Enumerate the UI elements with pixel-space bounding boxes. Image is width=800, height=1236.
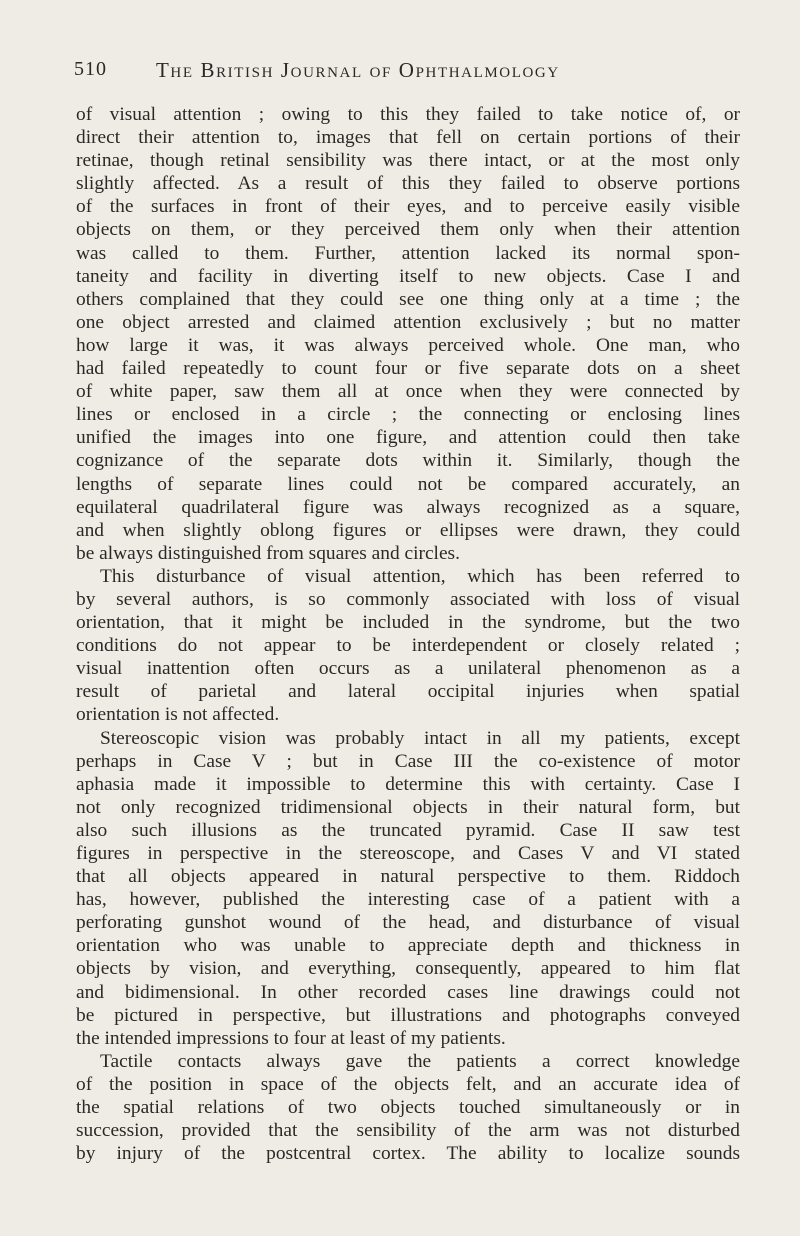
text-line: of the position in space of the objects felt, and an accurate idea of xyxy=(76,1073,740,1095)
text-line: orientation is not affected. xyxy=(76,704,280,726)
text-line: was called to them. Further, attention lacked its normal spon- xyxy=(76,242,740,264)
text-line: lines or enclosed in a circle ; the connecting or enclosing lines xyxy=(76,404,740,426)
text-line: and when slightly oblong figures or ellipses were drawn, they could xyxy=(76,519,740,541)
text-line: taneity and facility in diverting itself to new objects. Case I and xyxy=(76,265,740,287)
text-line: perforating gunshot wound of the head, and disturbance of visual xyxy=(76,912,740,934)
text-line: had failed repeatedly to count four or five separate dots on a sheet xyxy=(76,358,740,380)
article-body xyxy=(76,103,740,1165)
text-line: the spatial relations of two objects touched simultaneously or in xyxy=(76,1097,740,1119)
paragraph xyxy=(76,103,740,565)
text-line: by injury of the postcentral cortex. The ability to localize sounds xyxy=(76,1143,740,1165)
running-head xyxy=(74,58,754,88)
text-line: objects by vision, and everything, consequently, appeared to him flat xyxy=(76,958,740,980)
text-line: direct their attention to, images that fell on certain portions of their xyxy=(76,127,740,149)
text-line: of the surfaces in front of their eyes, and to perceive easily visible xyxy=(76,196,740,218)
text-line: be always distinguished from squares and circles. xyxy=(76,542,460,564)
text-line: orientation who was unable to appreciate depth and thickness in xyxy=(76,935,740,957)
text-line: conditions do not appear to be interdependent or closely related ; xyxy=(76,635,740,657)
text-line: equilateral quadrilateral figure was always recognized as a square, xyxy=(76,496,740,518)
text-line: of visual attention ; owing to this they failed to take notice of, or xyxy=(76,104,740,125)
text-line: cognizance of the separate dots within it. Similarly, though the xyxy=(76,450,740,472)
text-line: by several authors, is so commonly associated with loss of visual xyxy=(76,588,740,610)
paragraph xyxy=(76,727,740,1050)
text-line: Stereoscopic vision was probably intact in all my patients, except xyxy=(100,727,740,749)
text-line: lengths of separate lines could not be compared accurately, an xyxy=(76,473,740,495)
text-line: This disturbance of visual attention, which has been referred to xyxy=(100,565,740,587)
text-line: figures in perspective in the stereoscope, and Cases V and VI stated xyxy=(76,843,740,864)
text-line: of white paper, saw them all at once when they were connected by xyxy=(76,381,740,403)
text-line: unified the images into one figure, and attention could then take xyxy=(76,427,740,449)
text-line: aphasia made it impossible to determine this with certainty. Case I xyxy=(76,773,740,795)
page-number: 510 xyxy=(74,58,107,80)
journal-title: The British Journal of Ophthalmology xyxy=(156,58,560,82)
text-line: others complained that they could see one thing only at a time ; the xyxy=(76,288,740,310)
text-line: Tactile contacts always gave the patients a correct knowledge xyxy=(100,1050,740,1072)
text-line: objects on them, or they perceived them only when their attention xyxy=(76,219,740,241)
text-line: not only recognized tridimensional objects in their natural form, but xyxy=(76,796,740,818)
text-line: that all objects appeared in natural perspective to them. Riddoch xyxy=(76,866,740,888)
paragraph xyxy=(76,1050,740,1165)
text-line: succession, provided that the sensibility of the arm was not disturbed xyxy=(76,1120,740,1142)
text-line: visual inattention often occurs as a unilateral phenomenon as a xyxy=(76,658,740,680)
text-line: orientation, that it might be included in the syndrome, but the two xyxy=(76,612,740,634)
text-line: and bidimensional. In other recorded cases line drawings could not xyxy=(76,981,740,1003)
text-line: also such illusions as the truncated pyramid. Case II saw test xyxy=(76,819,740,841)
text-line: has, however, published the interesting case of a patient with a xyxy=(76,889,740,911)
text-line: the intended impressions to four at least of my patients. xyxy=(76,1027,506,1049)
paragraph xyxy=(76,565,740,727)
text-line: retinae, though retinal sensibility was there intact, or at the most only xyxy=(76,150,740,172)
text-line: one object arrested and claimed attention exclusively ; but no matter xyxy=(76,311,740,333)
text-line: result of parietal and lateral occipital injuries when spatial xyxy=(76,681,740,703)
text-line: perhaps in Case V ; but in Case III the co-existence of motor xyxy=(76,750,740,772)
text-line: how large it was, it was always perceived whole. One man, who xyxy=(76,334,740,356)
text-line: slightly affected. As a result of this they failed to observe portions xyxy=(76,173,740,195)
text-line: be pictured in perspective, but illustrations and photographs conveyed xyxy=(76,1004,740,1026)
